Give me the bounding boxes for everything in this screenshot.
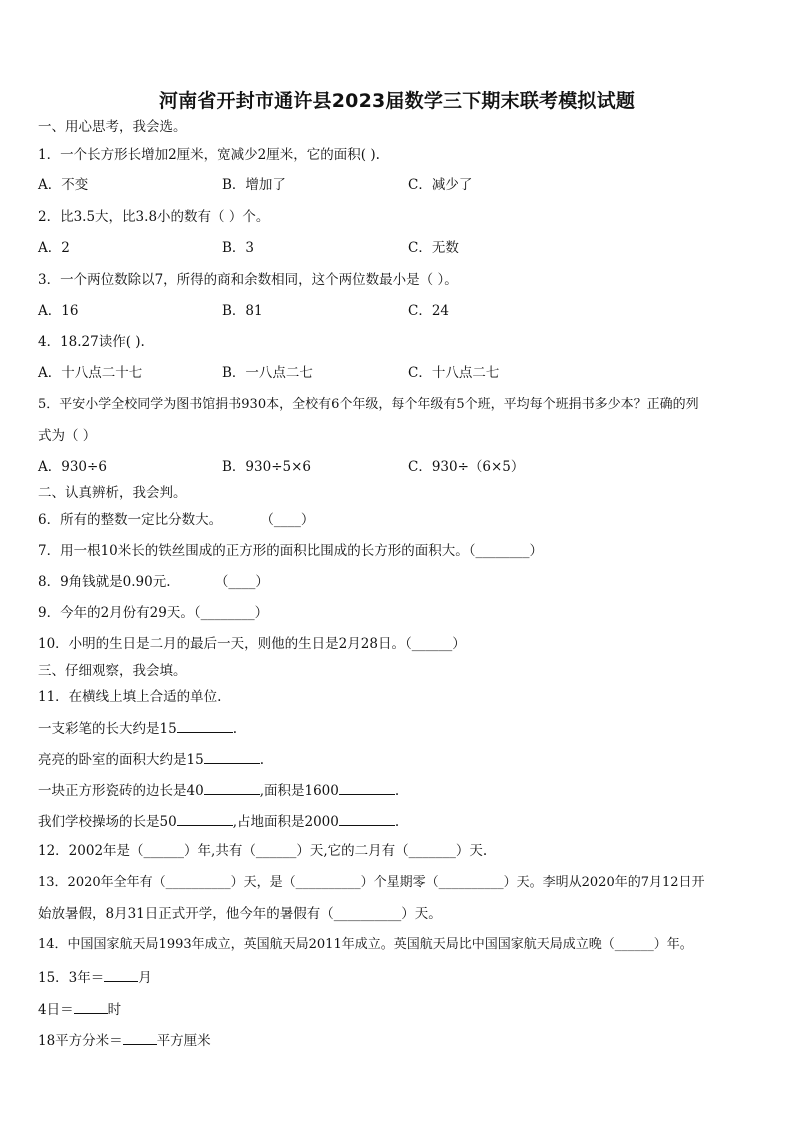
- q15-blank-1: [104, 967, 138, 982]
- q1-option-c: C．减少了: [408, 177, 473, 193]
- question-12: 12．2002年是（______）年,共有（______）天,它的二月有（_______）天.: [38, 843, 488, 859]
- page-title: 河南省开封市通许县2023届数学三下期末联考模拟试题: [158, 90, 636, 112]
- q11-line-2-text: 亮亮的卧室的面积大约是15: [38, 752, 204, 768]
- section-3-heading: 三、仔细观察，我会填。: [38, 663, 187, 679]
- q11-blank-3: [204, 780, 260, 795]
- question-10-text: 10．小明的生日是二月的最后一天，则他的生日是2月28日。: [38, 636, 405, 652]
- question-6-text: 6．所有的整数一定比分数大。: [38, 512, 223, 528]
- q11-line-1-text: 一支彩笔的长大约是15: [38, 721, 177, 737]
- q4-option-c: C．十八点二七: [408, 365, 500, 381]
- question-11-line-2: [38, 749, 264, 769]
- question-15-line-1: [38, 967, 152, 987]
- q15-line-3-text: 18平方分米＝: [38, 1033, 123, 1049]
- question-2: 2．比3.5大，比3.8小的数有（ ）个。: [38, 209, 270, 225]
- q11-line-1-end: .: [232, 721, 237, 737]
- q5-option-c: C．930÷（6×5）: [408, 459, 525, 475]
- q15-line-1-text: 15．3年＝: [38, 970, 105, 986]
- question-5-continued: 式为（ ）: [38, 428, 97, 444]
- q5-option-a: A．930÷6: [38, 459, 107, 475]
- question-8-text: 8．9角钱就是0.90元.: [38, 574, 171, 590]
- question-7: [38, 542, 543, 560]
- question-13-continued: 始放暑假，8月31日正式开学，他今年的暑假有（__________）天。: [38, 906, 442, 922]
- question-9-answer-blank: （________）: [193, 605, 269, 621]
- q15-line-2-unit: 时: [107, 1002, 122, 1018]
- q11-blank-2: [204, 749, 260, 764]
- question-13: 13．2020年全年有（__________）天，是（__________）个星期零（__________）天。李明从2020年的7月12日开: [38, 875, 705, 890]
- question-11-line-1: [38, 718, 237, 738]
- q15-line-3-unit: 平方厘米: [156, 1033, 211, 1049]
- q4-option-b: B．一八点二七: [222, 365, 313, 381]
- question-7-answer-blank: （________）: [468, 543, 544, 559]
- question-7-text: 7．用一根10米长的铁丝围成的正方形的面积比围成的长方形的面积大。: [38, 543, 469, 559]
- q15-line-2-text: 4日＝: [38, 1002, 74, 1018]
- q11-line-4-mid: ,占地面积是2000: [232, 814, 339, 830]
- question-4: 4．18.27读作( ).: [38, 334, 145, 350]
- q11-line-3-text: 一块正方形瓷砖的边长是40: [38, 783, 204, 799]
- q3-option-c: C．24: [408, 303, 450, 319]
- q11-line-4-end: .: [394, 814, 400, 830]
- q11-line-4-text: 我们学校操场的长是50: [38, 814, 177, 830]
- question-6-answer-blank: （____）: [260, 512, 315, 528]
- q5-option-b: B．930÷5×6: [222, 459, 311, 475]
- q1-option-b: B．增加了: [222, 177, 286, 193]
- question-1: 1．一个长方形长增加2厘米，宽减少2厘米，它的面积( ).: [38, 147, 380, 163]
- q11-blank-6: [339, 811, 395, 826]
- q2-option-c: C．无数: [408, 240, 459, 256]
- q3-option-a: A．16: [38, 303, 79, 319]
- q3-option-b: B．81: [222, 303, 263, 319]
- question-8-answer-blank: （____）: [214, 574, 269, 590]
- q11-blank-5: [177, 811, 233, 826]
- q11-line-2-end: .: [259, 752, 264, 768]
- q11-line-3-mid: ,面积是1600: [259, 783, 339, 799]
- question-5: 5．平安小学全校同学为图书馆捐书930本，全校有6个年级，每个年级有5个班，平均每个班捐书多少本？正确的列: [38, 397, 699, 412]
- question-11-line-4: [38, 811, 399, 831]
- question-10: [38, 635, 466, 653]
- question-10-answer-blank: （______）: [404, 636, 466, 652]
- q15-blank-3: [123, 1030, 157, 1045]
- question-6: [38, 511, 314, 529]
- question-8: [38, 573, 269, 591]
- question-15-line-2: [38, 999, 121, 1019]
- q11-blank-1: [177, 718, 233, 733]
- question-11: 11．在横线上填上合适的单位.: [38, 689, 222, 705]
- question-15-line-3: [38, 1030, 211, 1050]
- q2-option-a: A．2: [38, 240, 70, 256]
- q15-blank-2: [74, 999, 108, 1014]
- q11-line-3-end: .: [394, 783, 400, 799]
- question-9-text: 9．今年的2月份有29天。: [38, 605, 194, 621]
- question-14: 14．中国国家航天局1993年成立，英国航天局2011年成立。英国航天局比中国国家航天局成立晚（______）年。: [38, 937, 693, 952]
- section-1-heading: 一、用心思考，我会选。: [38, 119, 187, 135]
- question-3: 3．一个两位数除以7，所得的商和余数相同，这个两位数最小是（ ）。: [38, 272, 458, 288]
- q15-line-1-unit: 月: [138, 970, 152, 986]
- question-9: [38, 604, 268, 622]
- q2-option-b: B．3: [222, 240, 255, 256]
- q11-blank-4: [339, 780, 395, 795]
- section-2-heading: 二、认真辨析，我会判。: [38, 485, 187, 501]
- q4-option-a: A．十八点二十七: [38, 365, 143, 381]
- question-11-line-3: [38, 780, 399, 800]
- q1-option-a: A．不变: [38, 177, 89, 193]
